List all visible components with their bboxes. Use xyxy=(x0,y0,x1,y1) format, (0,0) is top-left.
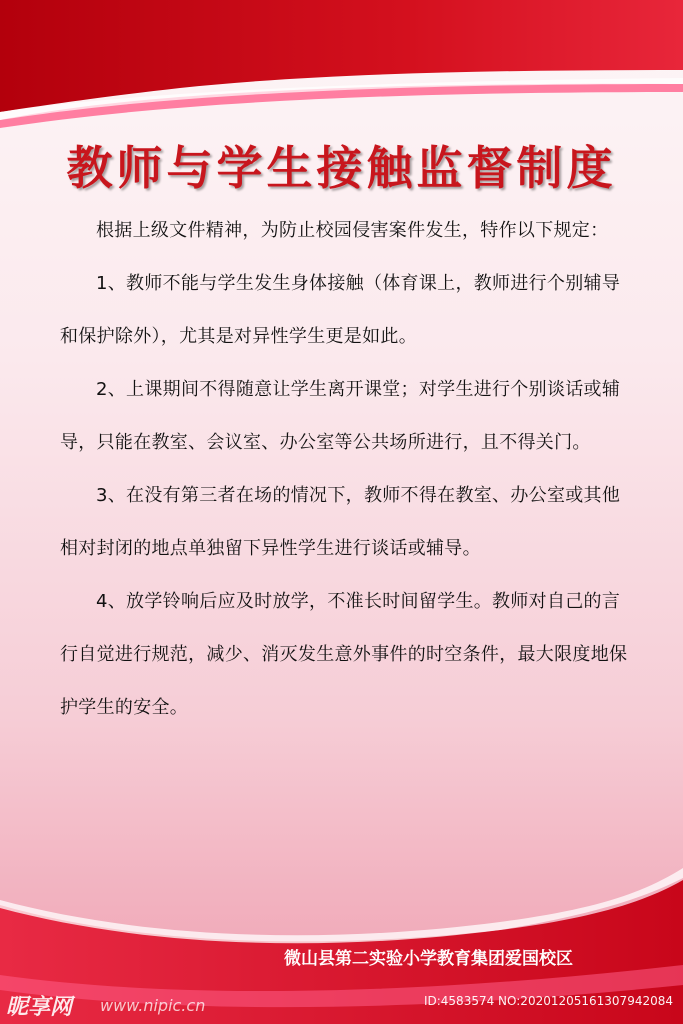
rule-3-paragraph: 3、在没有第三者在场的情况下，教师不得在教室、办公室或其他相对封闭的地点单独留下异性学生进行谈话或辅导。 xyxy=(60,485,621,559)
regulation-body xyxy=(60,204,630,734)
watermark-id: ID:4583574 NO:20201205161307942084 xyxy=(423,994,673,1008)
intro-paragraph: 根据上级文件精神，为防止校园侵害案件发生，特作以下规定： xyxy=(96,220,609,241)
organization-name: 微山县第二实验小学教育集团爱国校区 xyxy=(284,949,573,969)
rule-4-paragraph: 4、放学铃响后应及时放学，不准长时间留学生。教师对自己的言行自觉进行规范，减少、消灭发生意外事件的时空条件，最大限度地保护学生的安全。 xyxy=(60,591,628,718)
rule-2-paragraph: 2、上课期间不得随意让学生离开课堂；对学生进行个别谈话或辅导，只能在教室、会议室、办公室等公共场所进行，且不得关门。 xyxy=(60,379,621,453)
watermark-logo: 昵享网 xyxy=(6,995,73,1020)
page-title: 教师与学生接触监督制度 xyxy=(66,141,617,195)
rule-1-paragraph: 1、教师不能与学生发生身体接触（体育课上，教师进行个别辅导和保护除外），尤其是对异性学生更是如此。 xyxy=(60,273,621,347)
watermark-url: www.nipic.cn xyxy=(100,996,206,1015)
